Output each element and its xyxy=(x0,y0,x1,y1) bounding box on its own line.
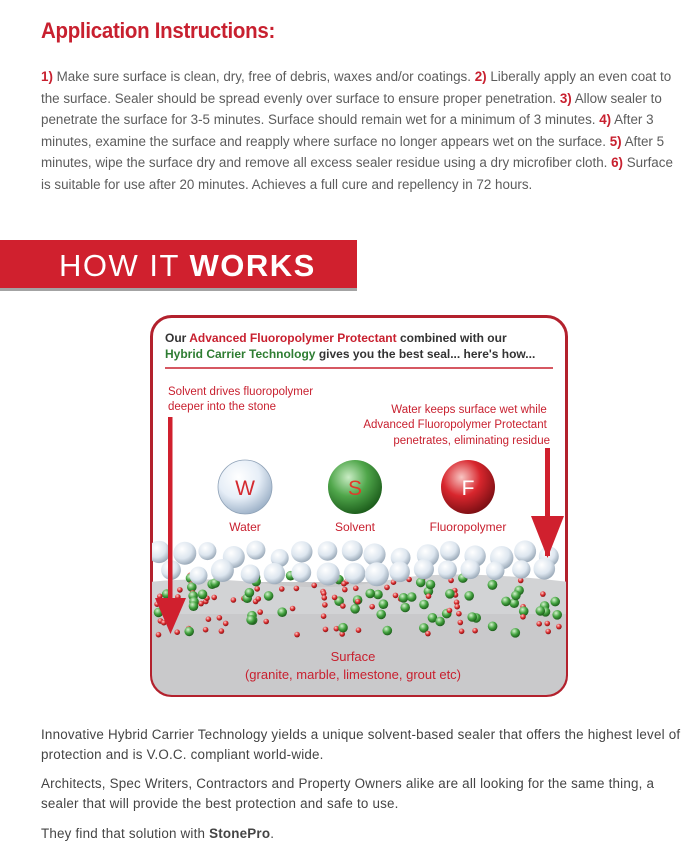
water-bubble xyxy=(264,563,285,584)
solvent-particle xyxy=(184,627,194,637)
solvent-particle xyxy=(399,593,409,603)
water-bubble xyxy=(246,541,265,560)
step-number: 4) xyxy=(599,112,612,127)
step-text: After 3 minutes, examine the surface and reapply where surface no longer appears wet on the surface. xyxy=(41,112,654,149)
water-bubble xyxy=(414,559,434,579)
fluoropolymer-particle xyxy=(426,593,432,599)
diagram-intro: Our Advanced Fluoropolymer Protectant combined with our xyxy=(165,331,507,345)
fluoropolymer-particle xyxy=(203,627,209,633)
step-number: 5) xyxy=(609,133,622,149)
water-letter: W xyxy=(235,477,255,500)
solvent-particle xyxy=(365,589,375,599)
fluoropolymer-label: Fluoropolymer xyxy=(429,520,507,534)
fluoropolymer-particle xyxy=(231,597,237,603)
solvent-particle xyxy=(376,610,386,620)
fluoropolymer-particle xyxy=(290,606,296,612)
fluoropolymer-particle xyxy=(540,591,546,597)
page-title: Application Instructions: xyxy=(41,18,276,43)
solvent-particle xyxy=(383,626,393,636)
solvent-particle xyxy=(426,580,436,590)
water-bubble xyxy=(291,541,312,562)
fluoropolymer-particle xyxy=(323,627,329,633)
fluoropolymer-particle xyxy=(332,595,338,601)
step-number: 6) xyxy=(611,155,624,170)
water-bubble xyxy=(291,563,311,583)
solvent-particle xyxy=(488,622,498,632)
water-bubble xyxy=(534,558,556,580)
fluoropolymer-particle xyxy=(156,632,162,638)
closing-period: . xyxy=(270,826,275,841)
fluoropolymer-particle xyxy=(206,616,212,622)
closing-text: They find that solution with xyxy=(41,826,210,841)
solvent-particle xyxy=(419,600,429,610)
water-bubble xyxy=(461,560,481,580)
banner-bold-text: WORKS xyxy=(189,248,316,283)
step-text: Make sure surface is clean, dry, free of debris, waxes and/or coatings. xyxy=(52,69,475,84)
water-bubble xyxy=(318,541,338,561)
right-note: Water keeps surface wet while Advanced Fluoropolymer Protectant penetrates, eliminating residue xyxy=(363,404,550,447)
fluoropolymer-particle xyxy=(454,604,460,610)
fluoropolymer-particle xyxy=(458,620,464,626)
fluoropolymer-particle xyxy=(545,629,551,635)
how-it-works-banner xyxy=(0,240,357,291)
solvent-particle xyxy=(445,589,455,599)
solvent-particle xyxy=(550,597,560,607)
fluoropolymer-particle xyxy=(257,609,263,615)
fluoropolymer-particle xyxy=(321,613,327,619)
how-it-works-diagram xyxy=(149,314,569,698)
solvent-particle xyxy=(189,601,199,611)
step-text: After 5 minutes, wipe the surface dry and remove all excess sealer residue using a dry microfiber cloth. xyxy=(41,133,665,170)
fluoropolymer-particle xyxy=(211,595,217,601)
fluoropolymer-particle xyxy=(177,587,183,593)
fluoropolymer-particle xyxy=(263,619,269,625)
solvent-particle xyxy=(536,606,546,616)
step-text: Liberally apply an even coat to the surface. Sealer should be spread evenly over surface to ensure proper penetration. xyxy=(41,69,672,106)
step-number: 2) xyxy=(474,69,487,84)
fluoropolymer-particle xyxy=(294,632,300,638)
solvent-particle xyxy=(464,591,474,601)
solvent-particle xyxy=(264,591,274,601)
fluoropolymer-particle xyxy=(219,628,225,634)
solvent-particle xyxy=(400,603,410,613)
brand-name: StonePro xyxy=(209,826,271,841)
solvent-particle xyxy=(511,591,521,601)
surface-examples: (granite, marble, limestone, grout etc) xyxy=(244,667,462,682)
water-bubble xyxy=(440,541,460,561)
fluoropolymer-particle xyxy=(223,621,229,627)
solvent-particle xyxy=(338,623,348,633)
solvent-particle xyxy=(501,597,511,607)
left-note: Solvent drives fluoropolymer deeper into the stone xyxy=(168,386,314,413)
fluoropolymer-particle xyxy=(322,602,328,608)
fluoropolymer-particle xyxy=(356,627,362,633)
water-bubble xyxy=(211,559,234,582)
fluoropolymer-particle xyxy=(279,586,285,592)
fluoropolymer-particle xyxy=(425,631,431,637)
water-bubble xyxy=(190,567,208,585)
fluoropolymer-particle xyxy=(545,621,551,627)
fluoropolymer-particle xyxy=(340,603,346,609)
water-bubble xyxy=(486,561,505,580)
fluoropolymer-particle xyxy=(447,608,453,614)
water-bubble xyxy=(342,540,363,561)
fluoropolymer-particle xyxy=(384,585,390,591)
solvent-particle xyxy=(246,615,256,625)
fluoropolymer-particle xyxy=(174,629,180,635)
fluoropolymer-particle xyxy=(256,596,262,602)
instructions-paragraph xyxy=(41,66,681,195)
fluoropolymer-particle xyxy=(472,628,478,634)
solvent-particle xyxy=(467,612,477,622)
fluoropolymer-letter: F xyxy=(461,477,475,500)
fluoropolymer-particle xyxy=(342,587,348,593)
water-bubble xyxy=(438,560,457,579)
water-bubble xyxy=(241,565,260,584)
fluoropolymer-particle xyxy=(341,581,347,587)
fluoropolymer-particle xyxy=(322,595,328,601)
step-number: 1) xyxy=(41,69,53,84)
fluoropolymer-particle xyxy=(217,615,223,621)
water-bubble xyxy=(317,563,340,586)
fluoropolymer-particle xyxy=(536,621,542,627)
fluoropolymer-particle xyxy=(294,586,300,592)
fluoropolymer-particle xyxy=(311,583,317,589)
solvent-particle xyxy=(379,599,389,609)
water-bubble xyxy=(365,562,389,586)
water-bubble xyxy=(512,560,530,578)
solvent-particle xyxy=(488,580,498,590)
solvent-particle xyxy=(552,610,562,620)
water-bubble xyxy=(389,562,410,583)
step-text: Surface is suitable for use after 20 minutes. Achieves a full cure and repellency in 72 hours. xyxy=(41,155,673,192)
fluoropolymer-particle xyxy=(459,629,465,635)
fluoropolymer-particle xyxy=(198,601,204,607)
fluoropolymer-particle xyxy=(393,593,399,599)
water-bubble xyxy=(344,563,366,585)
solvent-particle xyxy=(407,592,417,602)
solvent-letter: S xyxy=(347,477,363,500)
description-paragraph-1: Innovative Hybrid Carrier Technology yields a unique solvent-based sealer that offers the highest level of protection and is V.O.C. compliant world-wide. xyxy=(41,727,681,762)
solvent-particle xyxy=(245,588,255,598)
banner-heading xyxy=(59,248,316,284)
fluoropolymer-particle xyxy=(520,614,526,620)
fluoropolymer-particle xyxy=(369,604,375,610)
step-text: Allow sealer to penetrate the surface for 3-5 minutes. Surface should remain wet for a minimum of 3 minutes. xyxy=(41,90,662,127)
description-paragraph-3 xyxy=(41,824,681,844)
water-bubble xyxy=(363,543,385,565)
solvent-particle xyxy=(198,590,208,600)
fluoropolymer-particle xyxy=(355,599,361,605)
fluoropolymer-particle xyxy=(456,611,462,617)
water-bubble xyxy=(173,542,196,565)
solvent-label: Solvent xyxy=(334,520,376,534)
description-paragraph-2: Architects, Spec Writers, Contractors and Property Owners alike are all looking for the same thing, a sealer that will provide the best protection and safe to use. xyxy=(41,776,655,811)
solvent-particle xyxy=(277,607,287,617)
banner-light-text: HOW IT xyxy=(59,248,190,283)
water-bubble xyxy=(514,540,536,562)
solvent-molecule xyxy=(328,460,382,534)
fluoropolymer-particle xyxy=(353,586,359,592)
water-bubble xyxy=(198,542,216,560)
solvent-particle xyxy=(511,628,521,638)
diagram-intro-line2: Hybrid Carrier Technology gives you the best seal... here's how... xyxy=(165,347,536,361)
fluoropolymer-particle xyxy=(556,624,562,630)
step-number: 3) xyxy=(559,90,572,106)
surface-label: Surface xyxy=(330,649,376,664)
water-label: Water xyxy=(229,520,261,534)
solvent-particle xyxy=(435,617,445,627)
fluoropolymer-particle xyxy=(254,586,260,592)
solvent-particle xyxy=(350,604,360,614)
